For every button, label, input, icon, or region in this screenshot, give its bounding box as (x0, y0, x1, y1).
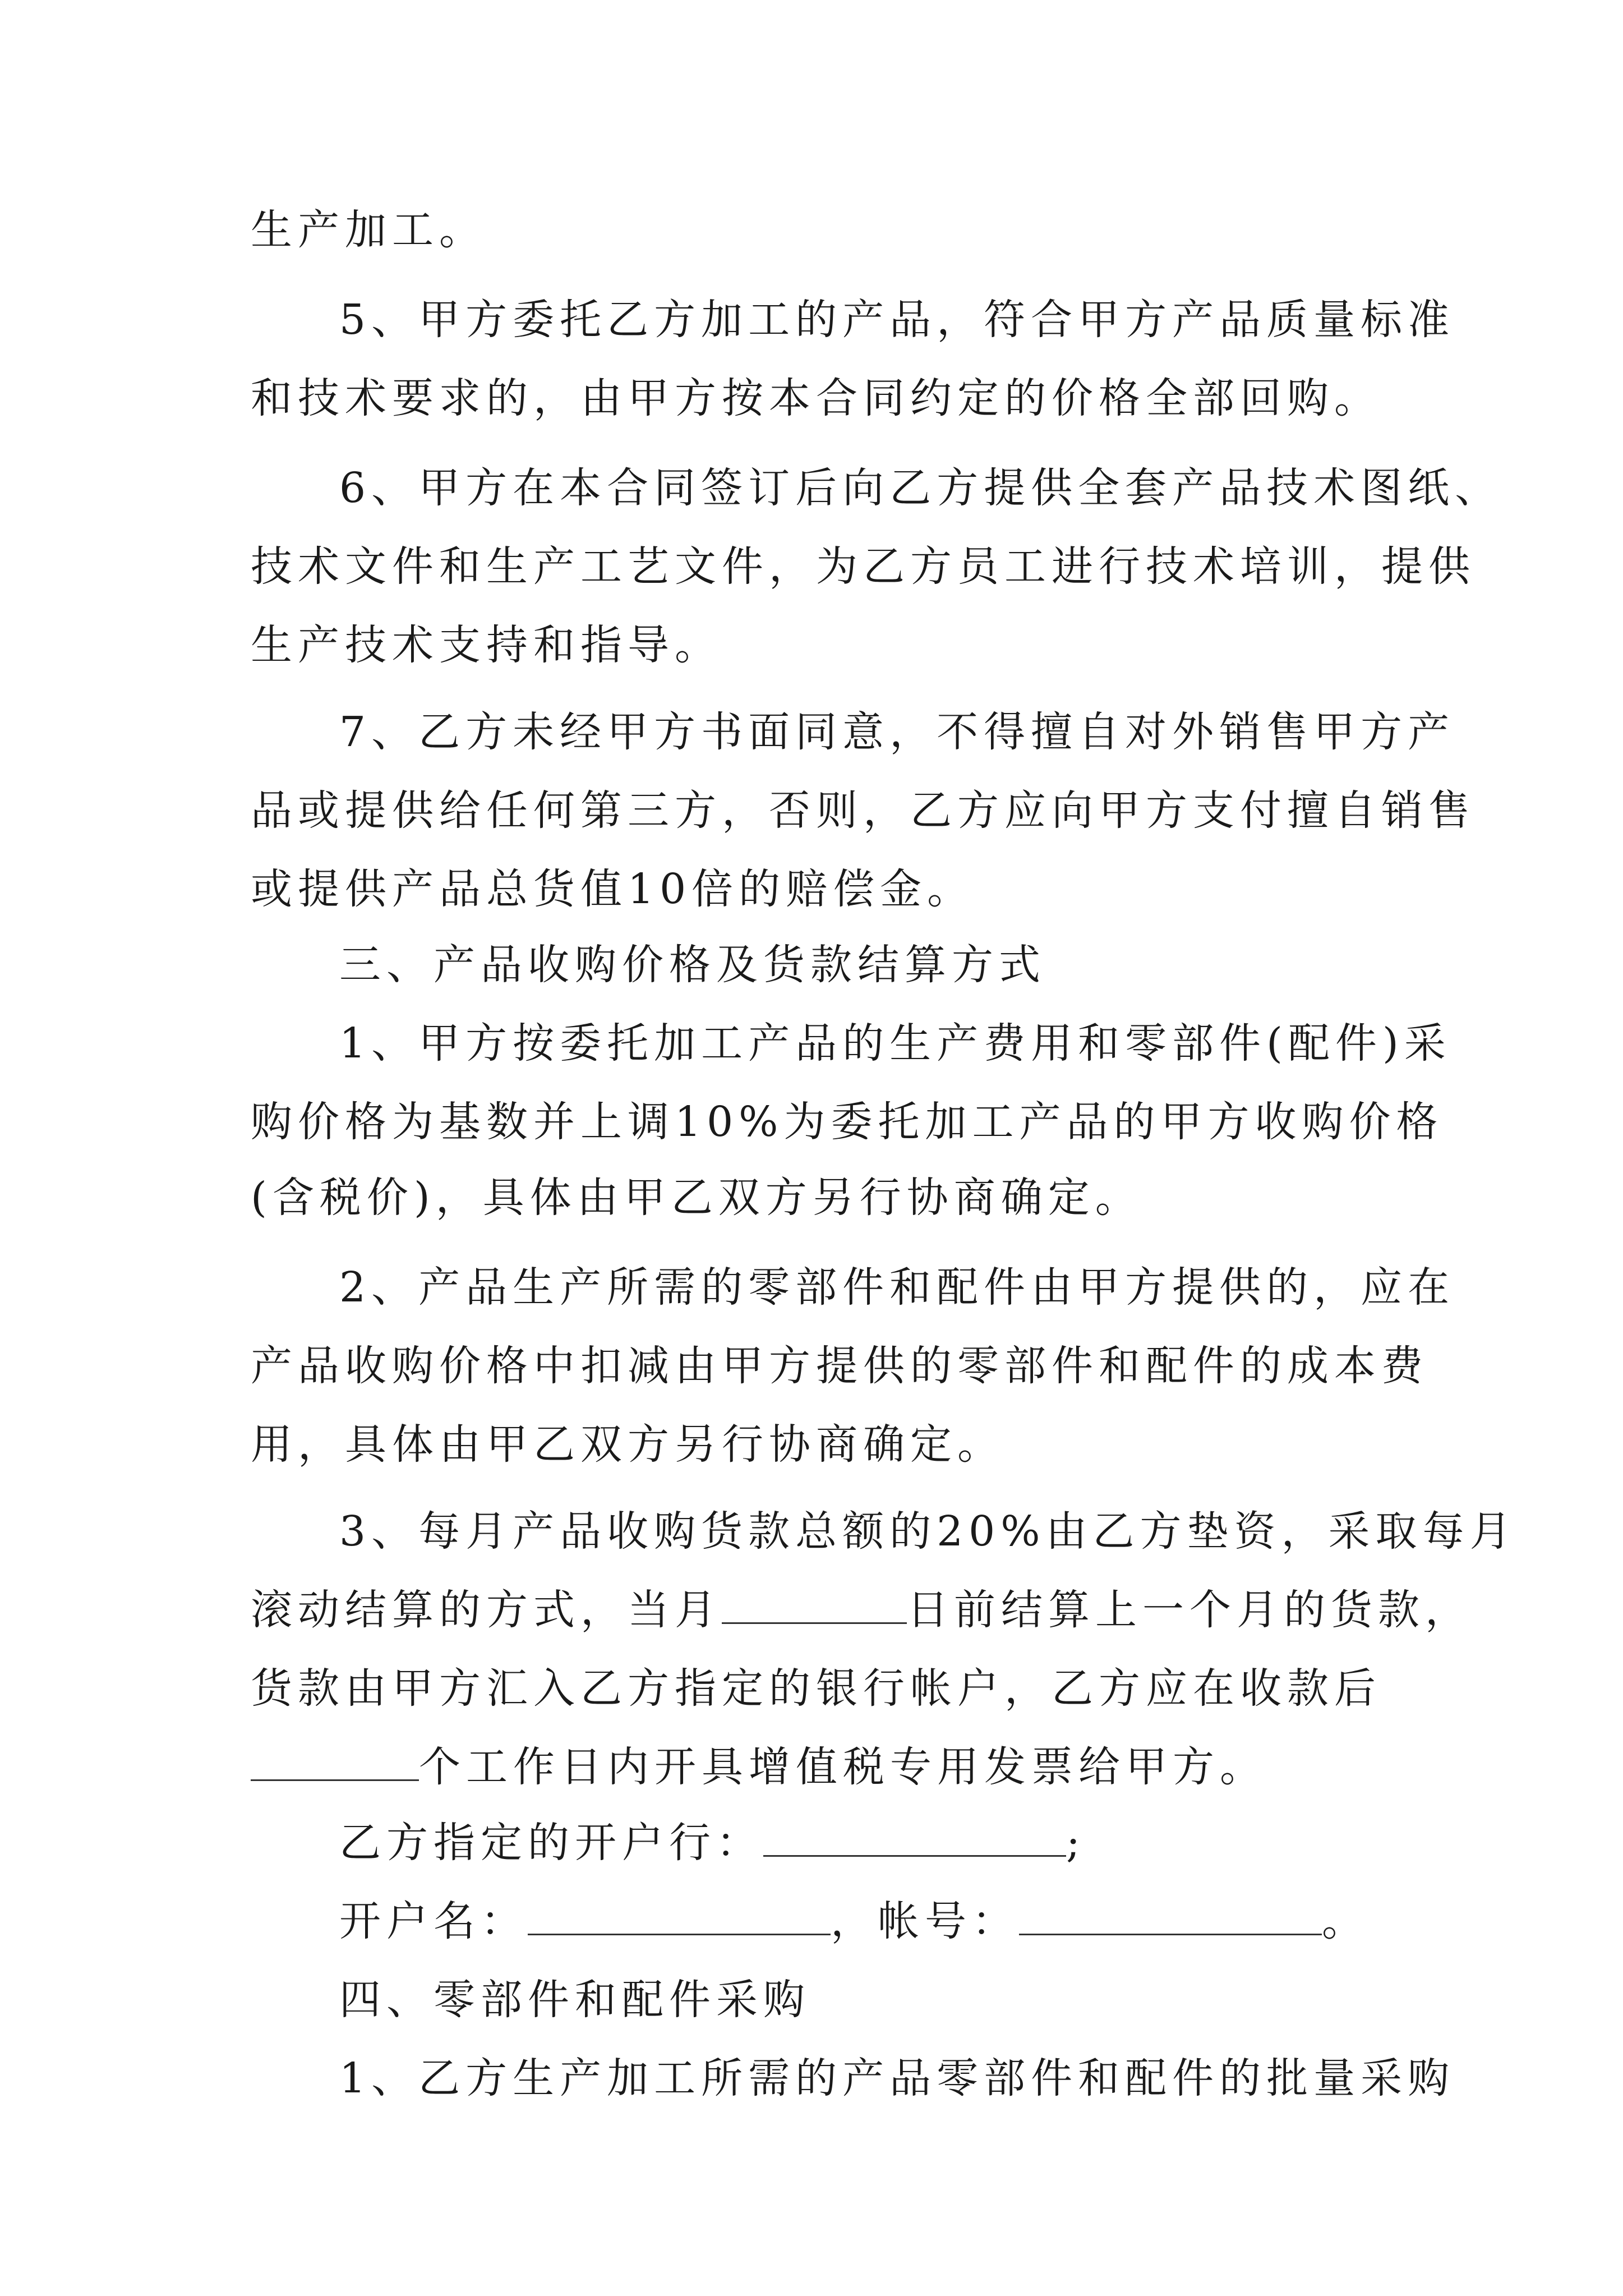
account-name-blank (528, 1892, 831, 1935)
clause-7-line: 7、乙方未经甲方书面同意，不得擅自对外销售甲方产 (339, 708, 1455, 756)
text-line: 购价格为基数并上调10%为委托加工产品的甲方收购价格 (251, 1098, 1444, 1146)
text-line: (含税价)，具体由甲乙双方另行协商确定。 (251, 1174, 1142, 1222)
text-segment: 乙方指定的开户行： (339, 1819, 763, 1867)
settlement-day-line (251, 1579, 1472, 1641)
text-line: 或提供产品总货值10倍的赔偿金。 (251, 865, 975, 913)
text-line: 技术文件和生产工艺文件，为乙方员工进行技术培训，提供 (251, 542, 1476, 591)
text-segment: 日前结算上一个月的货款， (907, 1586, 1472, 1634)
bank-name-line (339, 1812, 1389, 1874)
text-segment: 开户名： (339, 1897, 528, 1945)
clause-6-line: 6、甲方在本合同签订后向乙方提供全套产品技术图纸、 (339, 464, 1502, 512)
clause-3-1-line: 1、甲方按委托加工产品的生产费用和零部件(配件)采 (339, 1019, 1451, 1068)
text-line: 品或提供给任何第三方，否则，乙方应向甲方支付擅自销售 (251, 786, 1476, 835)
text-segment: ; (1066, 1819, 1086, 1867)
text-line: 产品收购价格中扣减由甲方提供的零部件和配件的成本费 (251, 1342, 1428, 1390)
text-line: 生产技术支持和指导。 (251, 621, 722, 669)
settlement-day-blank (722, 1581, 907, 1624)
clause-3-3-line: 3、每月产品收购货款总额的20%由乙方垫资，采取每月 (339, 1507, 1517, 1556)
clause-5-line: 5、甲方委托乙方加工的产品，符合甲方产品质量标准 (339, 296, 1455, 344)
section-heading-3: 三、产品收购价格及货款结算方式 (339, 941, 1046, 989)
text-segment: 个工作日内开具增值税专用发票给甲方。 (419, 1743, 1267, 1791)
section-heading-4: 四、零部件和配件采购 (339, 1976, 810, 2024)
text-line: 生产加工。 (251, 206, 486, 254)
text-segment: 滚动结算的方式，当月 (251, 1586, 722, 1634)
text-line: 和技术要求的，由甲方按本合同约定的价格全部回购。 (251, 374, 1381, 422)
clause-3-2-line: 2、产品生产所需的零部件和配件由甲方提供的，应在 (339, 1263, 1455, 1312)
invoice-days-blank (251, 1738, 419, 1781)
invoice-days-line (251, 1736, 1389, 1798)
text-line: 货款由甲方汇入乙方指定的银行帐户，乙方应在收款后 (251, 1664, 1381, 1713)
text-segment: ，帐号： (831, 1897, 1019, 1945)
account-line (339, 1890, 1389, 1952)
text-line: 用，具体由甲乙双方另行协商确定。 (251, 1420, 1004, 1469)
clause-4-1-line: 1、乙方生产加工所需的产品零部件和配件的批量采购 (339, 2054, 1455, 2102)
bank-name-blank (763, 1814, 1066, 1857)
text-segment: 。 (1322, 1897, 1369, 1945)
account-number-blank (1019, 1892, 1322, 1935)
